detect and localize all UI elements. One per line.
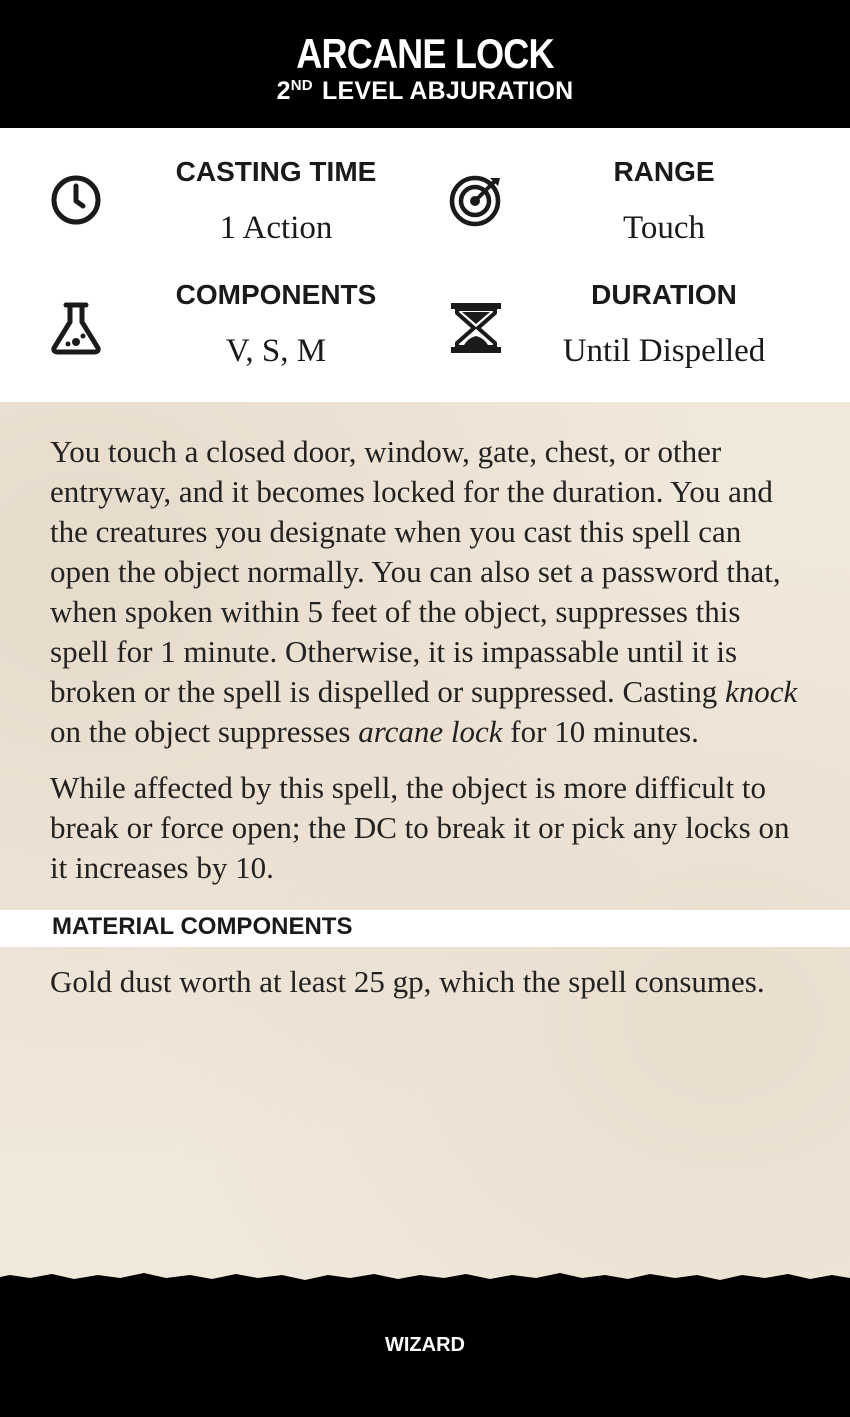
components-label: COMPONENTS — [175, 279, 377, 310]
spell-description — [50, 432, 800, 904]
card-header — [0, 0, 850, 128]
spell-body — [0, 402, 850, 1282]
components-value: V, S, M — [225, 333, 327, 369]
description-text: on the object suppresses — [50, 714, 359, 749]
spell-level-school — [0, 77, 850, 106]
level-school-text: LEVEL ABJURATION — [321, 77, 574, 105]
description-text: for 10 minutes. — [502, 714, 699, 749]
description-paragraph-2: While affected by this spell, the object is more difficult to break or force open; the DC to break it or pick any locks on it increases by 10. — [50, 770, 790, 885]
hourglass-icon — [448, 300, 504, 356]
range-value: Touch — [622, 210, 705, 246]
card-footer — [0, 1282, 850, 1417]
level-ordinal: 2 — [276, 77, 291, 105]
stats-panel — [0, 128, 850, 402]
duration-label: DURATION — [591, 279, 737, 310]
spell-class: WIZARD — [385, 1334, 465, 1356]
spell-title: ARCANE LOCK — [296, 30, 554, 77]
clock-icon — [48, 172, 104, 228]
level-suffix: ND — [290, 77, 313, 94]
spell-reference-arcane-lock: arcane lock — [358, 714, 503, 749]
flask-icon — [48, 300, 104, 356]
casting-time-value: 1 Action — [219, 210, 333, 246]
material-components-label: MATERIAL COMPONENTS — [52, 913, 353, 940]
material-components-text: Gold dust worth at least 25 gp, which the spell consumes. — [50, 964, 765, 999]
description-paragraph-1 — [50, 432, 800, 752]
spell-reference-knock: knock — [725, 674, 798, 709]
range-label: RANGE — [613, 156, 715, 187]
material-components-band — [0, 910, 850, 947]
target-icon — [448, 172, 504, 228]
description-text: You touch a closed door, window, gate, chest, or other entryway, and it becomes locked for the duration. You and the creatures you designate when you cast this spell can open the object normally. You can also set a password that, when spoken within 5 feet of the object, suppresses this spell for 1 minute. Otherwise, it is impassable until it is broken or the spell is dispelled or suppressed. Casting — [50, 434, 781, 709]
casting-time-label: CASTING TIME — [175, 156, 377, 187]
duration-value: Until Dispelled — [562, 333, 766, 369]
